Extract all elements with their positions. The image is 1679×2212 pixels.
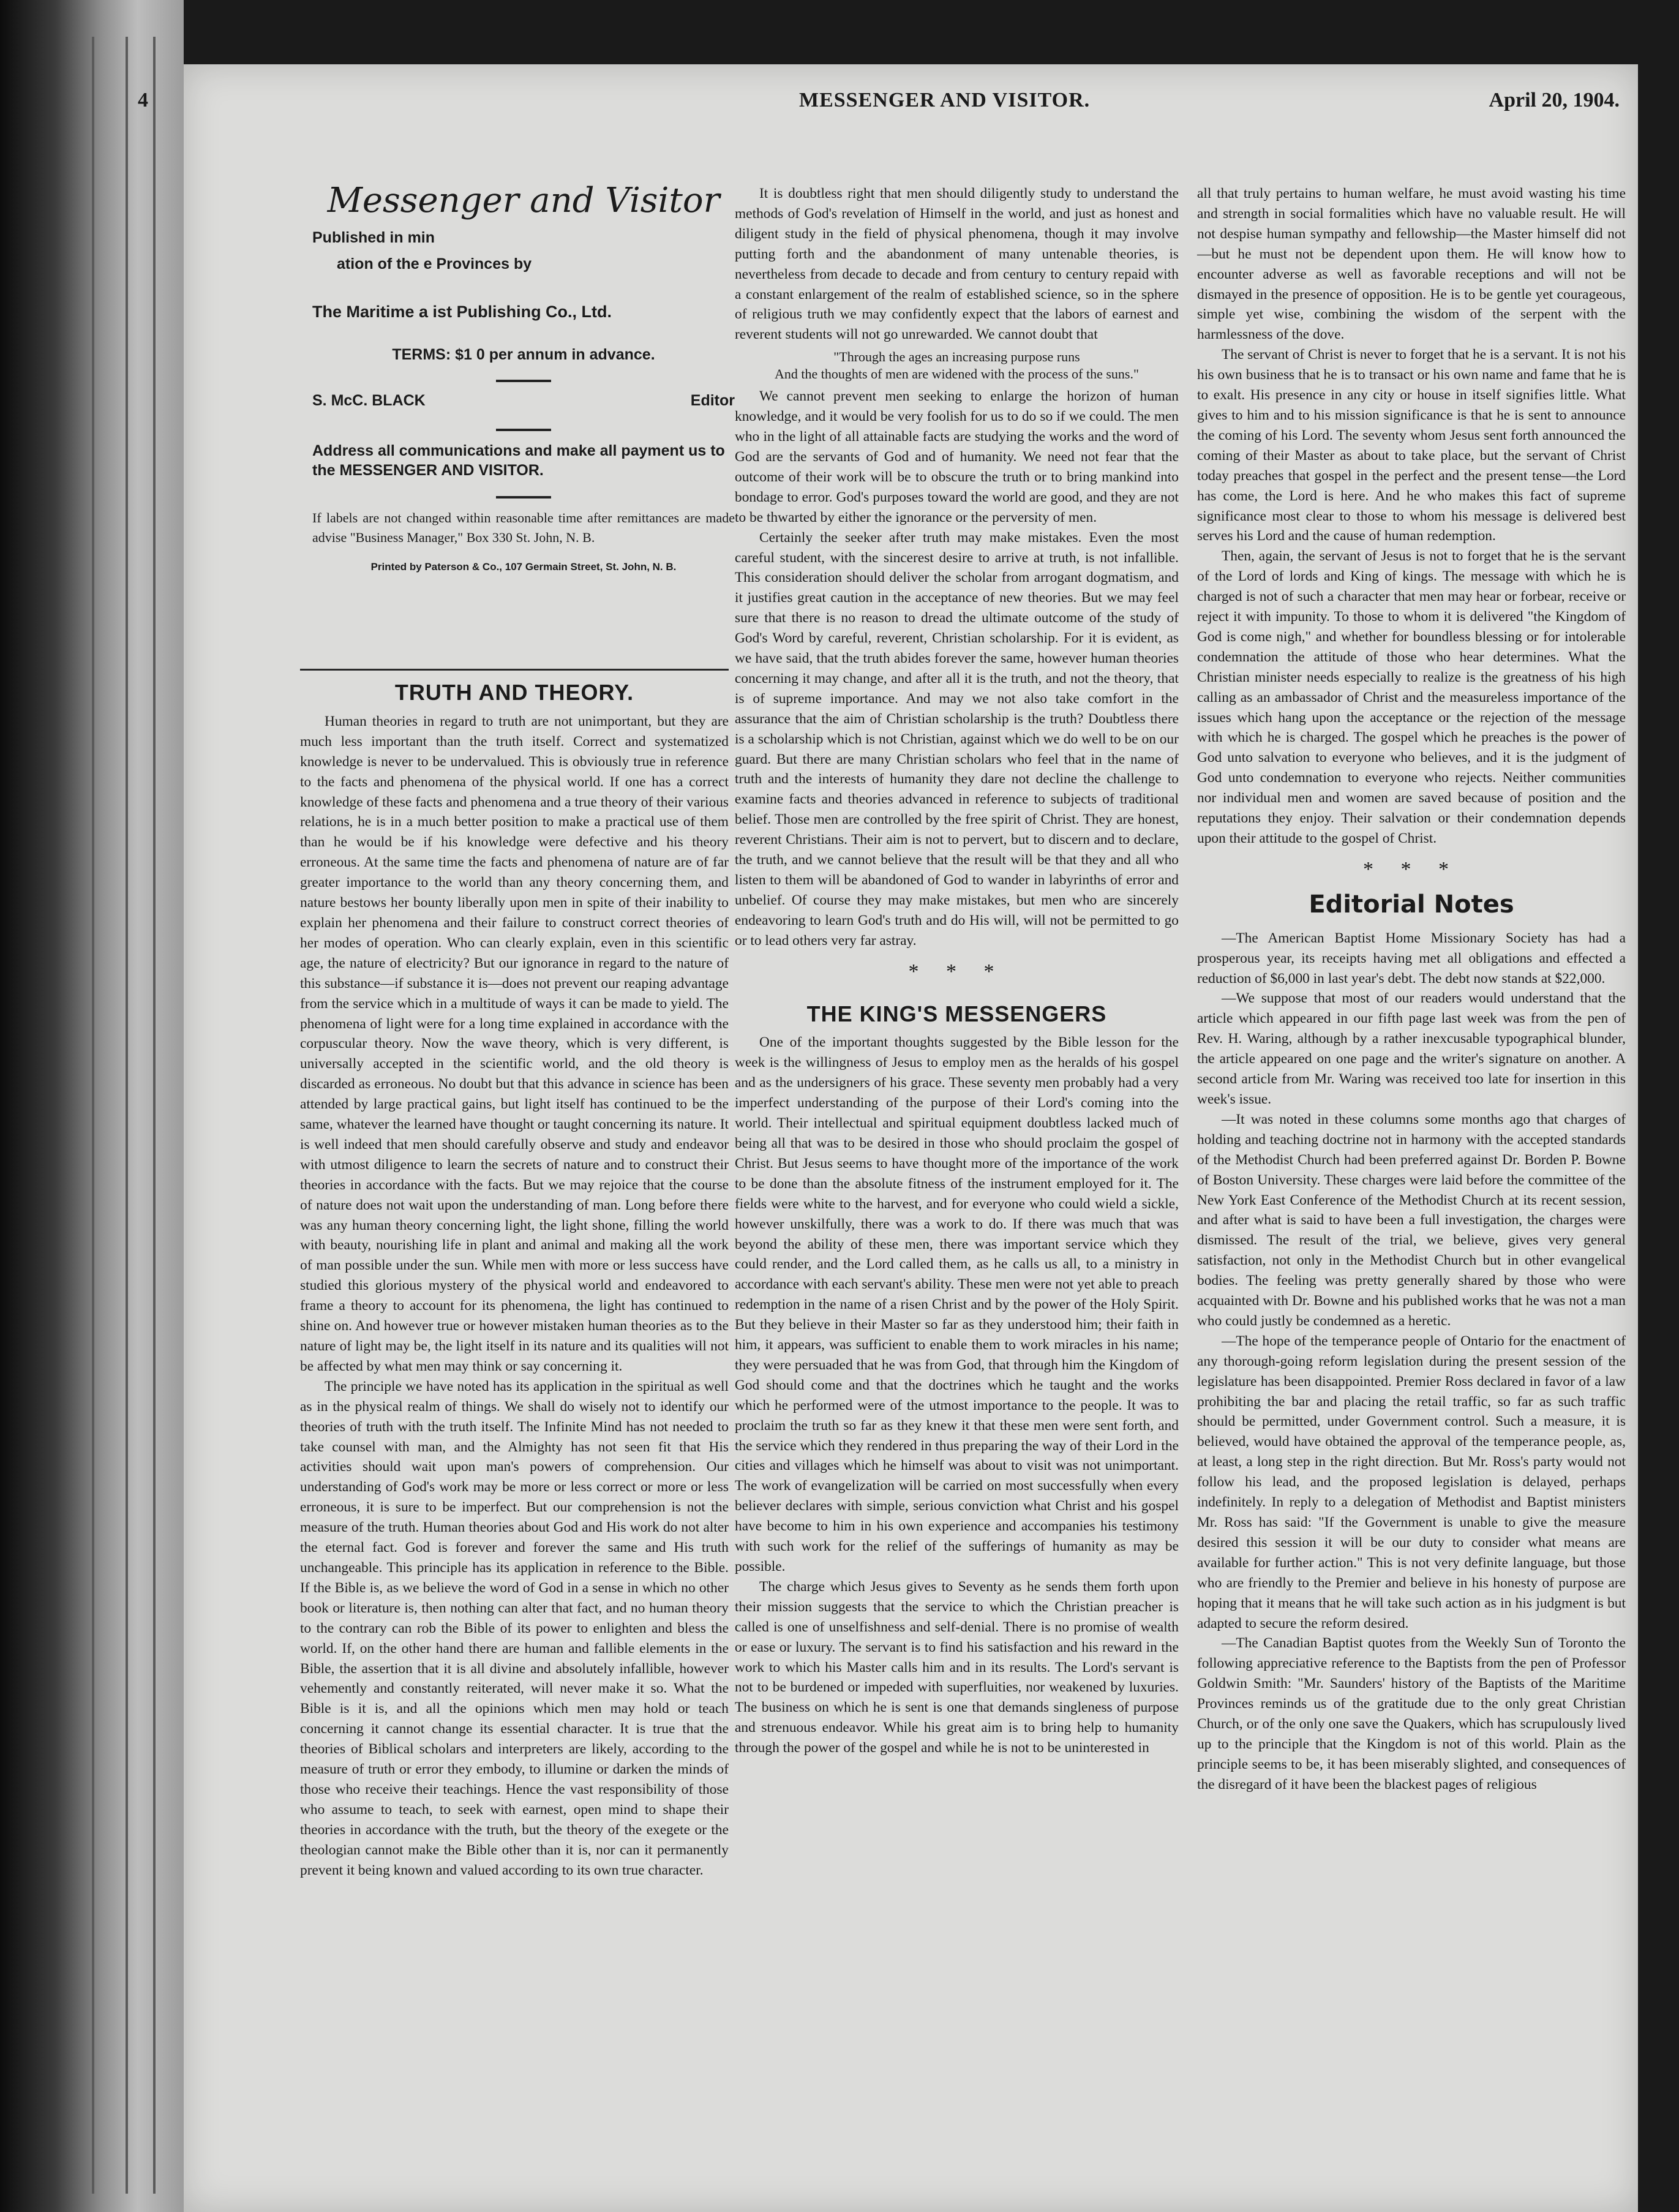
- address-notice: Address all communications and make all payment us to the MESSENGER AND VISITOR.: [312, 442, 725, 479]
- page-header: [138, 83, 1620, 119]
- article-paragraph: We cannot prevent men seeking to enlarge the horizon of human knowledge, and it would be very foolish for us to do so if we could. The men who in the light of all attainable facts are studying the works and the word of God are the servants of God and of humanity. We need not fear that the outcome of their work will be to obscure the truth or to bring mankind into bondage to error. God's purposes toward the world are good, and they are not to be thwarted by either the ignorance or the perversity of men.: [735, 388, 1179, 525]
- masthead-title: Messenger and Visitor: [327, 181, 720, 220]
- editor-name: S. McC. BLACK: [312, 392, 426, 409]
- masthead-provinces: ation of the e Provinces by: [337, 255, 532, 273]
- page-number: 4: [138, 89, 148, 111]
- binding-edge: [126, 37, 128, 2194]
- column-divider: [300, 669, 729, 671]
- rule: [496, 496, 551, 498]
- article-paragraph: Human theories in regard to truth are not unimportant, but they are much less important than the truth itself. Correct and systematized knowledge is never to be undervalued. This is obviously true in reference to the facts and phenomena of the physical world. If one has a correct knowledge of these facts and phenomena and a true theory of their various relations, he is in a much better position to make a practical use of them than he would be if his knowledge were defective and his theory erroneous. At the same time the facts and phenomena of nature are of far greater importance to the world than any theory concerning them, and nature bestows her bounty liberally upon men in spite of their inability to explain her phenomena and their failure to construct correct theories of her modes of operation. Who can clearly explain, even in this scientific age, the nature of electricity? But our ignorance in regard to the nature of this substance—if substance it is—does not prevent our reaping advantage from the service which in a multitude of ways it can be made to yield. The phenomena of light were for a long time explained in accordance with the corpuscular theory. Now the wave theory, which is very different, is universally accepted in the scientific world, and the old theory is discarded as erroneous. No doubt but that this advance in science has been attended by large practical gains, but light itself has continued to be the same, whatever the learned have thought or taught concerning its nature. It is well indeed that men should carefully observe and study and endeavor with utmost diligence to learn the secrets of nature and to construct their theories in accordance with the facts. But we may rejoice that the course of nature does not wait upon the understanding of man. Long before there was any human theory concerning light, the light shone, filling the world with beauty, nourishing life in plant and animal and making all the work of man possible under the sun. While men with more or less success have studied this glorious mystery of the physical world and endeavored to frame a theory to account for its phenomena, the light has continued to shine on. And however true or however mistaken human theories as to the nature of light may be, the light itself in its nature and its qualities will not be affected by what men may think or say concerning it.: [300, 713, 729, 1374]
- masthead-publisher: The Maritime a ist Publishing Co., Ltd.: [312, 303, 612, 321]
- editorial-note: —The hope of the temperance people of Ontario for the enactment of any thorough-going reform legislation during the present session of the legislature has been disappointed. Premier Ross declared in favor of a law prohibiting the bar and placing the retail traffic, so far as such traffic should be permitted, under Government control. Such a measure, it is believed, would have obtained the approval of the temperance people, as, at least, a long step in the right direction. But Mr. Ross's party would not follow his lead, and the proposed legislation is delayed, perhaps indefinitely. In reply to a delegation of Methodist and Baptist ministers Mr. Ross has said: "If the Government is unable to give the measure desired this session it will be our duty to consider what means are available for further action." This is not very definite language, but those who are friendly to the Premier and believe in his honesty of purpose are hoping that it means that he will take such action as in his judgment is but adapted to secure the reform desired.: [1197, 1333, 1626, 1631]
- editorial-note: —The American Baptist Home Missionary Society has had a prosperous year, its receipts having met all obligations and effected a reduction of $6,000 in last year's debt. The debt now stands at $22,000.: [1197, 930, 1626, 987]
- kings-messengers-title: THE KING'S MESSENGERS: [806, 1001, 1107, 1026]
- article-paragraph: The servant of Christ is never to forget that he is a servant. It is not his his own business that he is to transact or his own name and fame that he is to exalt. His presence in any city or house in itself signifies little. What gives to him and to his mission significance is that he is sent to announce the coming of his Lord. The seventy whom Jesus sent forth announced the coming of their Master as about to take place, but the servant of Christ today preaches that gospel in the perfect and the present tense—the Lord has come, the Lord is here. And he who makes this fact of supreme significance most clear to those to whom his message is delivered best serves his Lord and the cause of human redemption.: [1197, 347, 1626, 544]
- truth-and-theory-article: [300, 680, 729, 1880]
- masthead-published: Published in min: [312, 229, 435, 246]
- column-three: [1197, 184, 1626, 1795]
- issue-date: April 20, 1904.: [1489, 89, 1620, 111]
- article-paragraph: all that truly pertains to human welfare, he must avoid wasting his time and strength in social formalities which have no valuable result. He will not despise human sympathy and fellowship—the Master himself did not—but he must not be dependent upon them. He will know how to encounter adverse as well as favorable receptions and will not be dismayed in the presence of opposition. He is to be gentle yet courageous, simple yet wise, combining the wisdom of the serpent with the harmlessness of the dove.: [1197, 186, 1626, 343]
- article-paragraph: Then, again, the servant of Jesus is not to forget that he is the servant of the Lord of lords and King of kings. The message with which he is charged is not of such a character that men may hear or forbear, receive or reject it with impunity. To those to whom it is delivered "the Kingdom of God is come nigh," and whether for boundless blessing or for intolerable condemnation the attitude of those who hear determines. What the Christian minister needs especially to realize is the greatness of his high calling as an ambassador of Christ and the measureless importance of the issues which hang upon the acceptance or the rejection of the message with which he is charged. The gospel which he preaches is the power of God unto salvation to everyone who believes, and it is the judgment of God unto condemnation to everyone who rejects. Neither communities nor individual men and women are saved because of position and the reputations they enjoy. Their salvation or their condemnation depends upon their attitude to the gospel of Christ.: [1197, 548, 1626, 846]
- article-paragraph: The charge which Jesus gives to Seventy as he sends them forth upon their mission suggests that the service to which the Christian preacher is called is one of unselfishness and self-denial. There is no promise of wealth or ease or luxury. The servant is to find his satisfaction and his reward in the work to which his Master calls him and in its results. The Lord's servant is not to be burdened or impeded with superfluities, nor weakened by luxuries. The business on which he is sent is one that demands singleness of purpose and strenuous endeavor. While his great aim is to bring help to humanity through the power of the gospel and while he is not to be uninterested in: [735, 1578, 1179, 1756]
- section-divider: * * *: [1363, 857, 1460, 881]
- editor-label: Editor: [690, 392, 735, 409]
- editorial-note: —It was noted in these columns some months ago that charges of holding and teaching doctrine not in harmony with the accepted standards of the Methodist Church had been preferred against Dr. Borden P. Bowne of Boston University. These charges were laid before the committee of the New York East Conference of the Methodist Church at its recent session, and after what is said to have been a full investigation, the charges were dismissed. The result of the trial, we believe, gives very general satisfaction, not only in the Methodist Church but in other evangelical bodies. The feeling was pretty generally shared by those who were acquainted with Dr. Bowne and his published works that he was not a man who could justly be condemned as a heretic.: [1197, 1111, 1626, 1329]
- editorial-note: —The Canadian Baptist quotes from the Weekly Sun of Toronto the following appreciative reference to the Baptists from the pen of Professor Goldwin Smith: "Mr. Saunders' history of the Baptists of the Maritime Provinces reminds us of the gratitude due to the only great Christian Church, or of the only one save the Quakers, which has scrupulously lived up to the principle that the Kingdom is not of this world. Plain as the principle seems to be, it has been miserably slighted, and consequences of the disregard of it have been the blackest pages of religious: [1197, 1635, 1626, 1793]
- article-paragraph: It is doubtless right that men should diligently study to understand the methods of God's revelation of Himself in the world, and just as honest and diligent study in the field of physical phenomena, though it may involve putting forth and the abandonment of many untenable theories, is nevertheless from decade to decade and from century to century repaid with a constant enlargement of the realm of established science, so in the sphere of religious truth we may confidently expect that the labors of earnest and reverent students will not go unrewarded. We cannot doubt that: [735, 186, 1179, 343]
- editorial-note: —We suppose that most of our readers would understand that the article which appeared in our fifth page last week was from the pen of Rev. H. Waring, although by a rather inexcusable typographical blunder, the article appeared on one page and the writer's signature on another. A second article from Mr. Waring was received too late for insertion in this week's issue.: [1197, 990, 1626, 1107]
- article-paragraph: One of the important thoughts suggested by the Bible lesson for the week is the willingness of Jesus to employ men as the heralds of his gospel and as the undersigners of his grace. These seventy men probably had a very imperfect understanding of the purpose of their Lord's coming into the world. Their intellectual and spiritual equipment doubtless lacked much of being all that was to be desired in those who should proclaim the gospel of Christ. But Jesus seems to have thought more of the importance of the work to be done than the absolute fitness of the instrument employed for it. The fields were white to the harvest, and for everyone who could wield a sickle, however unskilfully, there was a work to do. If there was much that was beyond the ability of these men, there was important service which they could render, and the Lord called them, as he calls us all, to a ministry in accordance with each servant's ability. These men were not yet able to preach redemption in the name of a risen Christ and by the power of the Holy Spirit. But they believe in their Master so far as they understood him; their faith in him, it appears, was sufficient to enable them to work miracles in his name; they were persuaded that he was from God, that through him the Kingdom of God should come and that the doctrines which he taught and the works which he performed were of the utmost importance to the people. It was to proclaim the truth so far as they knew it that these men were sent forth, and the service which they rendered in thus preparing the way of their Lord in the cities and villages which he himself was about to visit was not unimportant. The work of evangelization will be carried on most successfully when every believer declares with simple, serious conviction what Christ and his gospel have become to him in his own experience and accompanies his testimony with such work for the relief of the sufferings of humanity as may be possible.: [735, 1034, 1179, 1574]
- rule: [496, 380, 551, 382]
- printer-line: Printed by Paterson & Co., 107 Germain Street, St. John, N. B.: [370, 561, 677, 573]
- labels-notice: If labels are not changed within reasonable time after remittances are made advise "Business Manager," Box 330 St. John, N. B.: [312, 510, 735, 545]
- rule: [496, 429, 551, 431]
- article-paragraph: The principle we have noted has its application in the spiritual as well as in the physical realm of things. We shall do wisely not to identify our theories of truth with the truth itself. The Infinite Mind has not needed to take counsel with man, and the Almighty has not seen fit that His activities should wait upon man's powers of comprehension. Our understanding of God's work may be more or less correct or more or less erroneous, it is sure to be imperfect. But our comprehension is not the measure of the truth. Human theories about God and His work do not alter the eternal fact. God is forever and forever the same and His truth unchangeable. This principle has its application in reference to the Bible. If the Bible is, as we believe the word of God in a sense in which no other book or literature is, then nothing can alter that fact, and no human theory to the contrary can rob the Bible of its power to enlighten and bless the world. If, on the other hand there are human and fallible elements in the Bible, the assertion that it is all divine and absolutely infallible, however vehemently and constantly reiterated, will never make it so. What the Bible is it is, and all the opinions which men may hold or teach concerning it cannot change its essential character. It is true that the theories of Biblical scholars and interpreters are likely, according to the measure of truth or error they embody, to illumine or darken the minds of those who receive their teachings. Hence the vast responsibility of those who assume to teach, to seek with earnest, open mind to shape their theories in accordance with the truth, but the theory of the exegete or the theologian cannot make the Bible other than it is, nor can it permanently prevent it being known and valued according to its own true character.: [300, 1378, 729, 1878]
- editorial-notes-title: Editorial Notes: [1309, 890, 1514, 919]
- poem-line: And the thoughts of men are widened with the process of the suns.": [775, 366, 1139, 382]
- binding-edge: [153, 37, 156, 2194]
- article-title: TRUTH AND THEORY.: [394, 680, 634, 705]
- poem-line: "Through the ages an increasing purpose runs: [833, 349, 1080, 365]
- column-two: [735, 184, 1179, 1758]
- book-binding: [0, 0, 184, 2212]
- paper-name: MESSENGER AND VISITOR.: [799, 89, 1091, 111]
- binding-edge: [92, 37, 94, 2194]
- terms-value: $1 0 per annum in advance.: [455, 346, 655, 363]
- masthead: [312, 181, 735, 573]
- terms-label: TERMS:: [392, 346, 451, 363]
- article-paragraph: Certainly the seeker after truth may make mistakes. Even the most careful student, with the sincerest desire to arrive at truth, is not infallible. This consideration should deliver the scholar from arrogant dogmatism, and it justifies great caution in the acceptance of new theories. But we may feel sure that there is no reason to dread the ultimate outcome of the study of God's Word by careful, reverent, Christian scholarship. For it is evident, as we have said, that the truth abides forever the same, however human theories concerning it may change, and after all it is the truth, and not the theory, that is of supreme importance. And may we not also take comfort in the assurance that the aim of Christian scholarship is the truth? Doubtless there is a scholarship which is not Christian, against which we do well to be on our guard. But there are many Christian scholars who feel that in the name of truth and the interests of humanity they dare not decline the challenge to examine facts and theories advanced in reference to subjects of traditional belief. Those men are controlled by the free spirit of Christ. They are honest, reverent Christians. Their aim is not to pervert, but to discern and to declare, the truth, and we cannot believe that the result will be that they and all who listen to them will be abandoned of God to wander in labyrinths of error and unbelief. Of course they may make mistakes, but men who are sincerely endeavoring to learn God's truth and do His will, will not be permitted to go or to lead others very far astray.: [735, 529, 1179, 949]
- section-divider: * * *: [908, 960, 1005, 983]
